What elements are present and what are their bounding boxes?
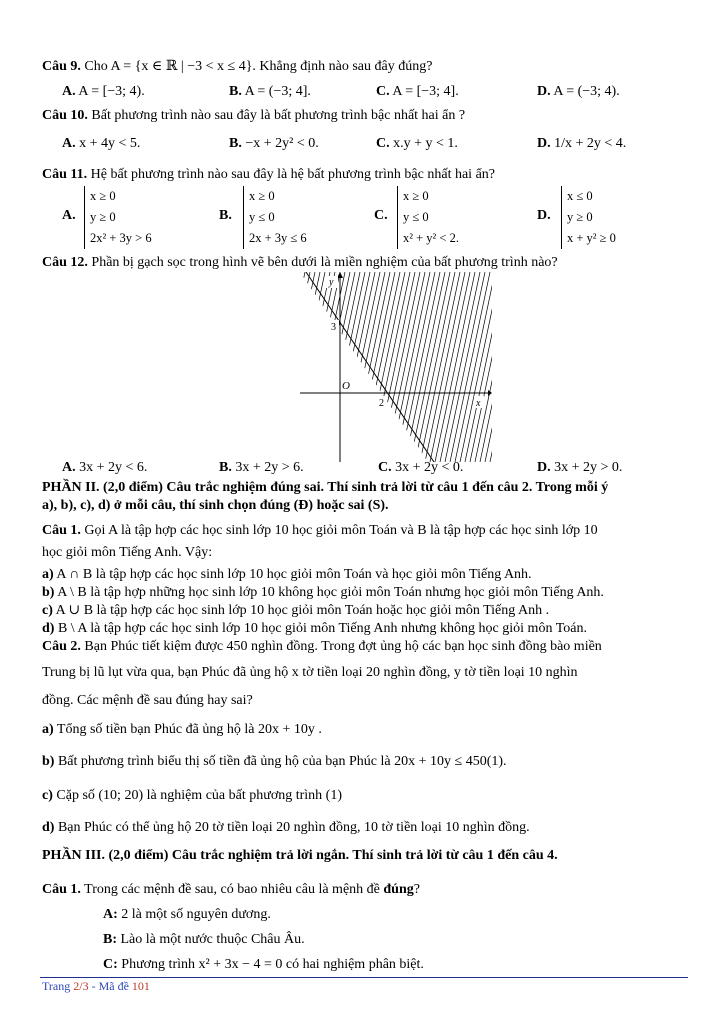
p3-c1-item-c: C: Phương trình x² + 3x − 4 = 0 có hai nghiệm phân biệt. bbox=[103, 957, 424, 972]
q9-stem bbox=[42, 58, 432, 76]
part3-heading: PHẦN III. (2,0 điểm) Câu trắc nghiệm trả lời ngắn. Thí sinh trả lời từ câu 1 đến câu 4. bbox=[42, 848, 558, 863]
q12-option-c[interactable]: C. 3x + 2y < 0. bbox=[378, 460, 464, 475]
q9-text: Cho A = {x ∈ ℝ | −3 < x ≤ 4}. Khẳng định nào sau đây đúng? bbox=[84, 59, 433, 74]
hatch-stroke bbox=[300, 272, 310, 462]
p2-c1-label: Câu 1. bbox=[42, 523, 81, 538]
q11-option-d-key[interactable]: D. bbox=[537, 208, 551, 223]
q11-option-a-system[interactable]: x ≥ 0 y ≥ 0 2x² + 3y > 6 bbox=[84, 186, 152, 249]
y-axis-label: y bbox=[329, 277, 334, 288]
hatch-stroke bbox=[340, 272, 380, 462]
footer: Trang 2/3 - Mã đề 101 bbox=[42, 979, 150, 993]
q11-option-a-key[interactable]: A. bbox=[62, 208, 76, 223]
q9-option-c[interactable]: C. A = [−3; 4]. bbox=[376, 84, 459, 99]
hatch-stroke bbox=[425, 272, 465, 462]
q11-option-c-key[interactable]: C. bbox=[374, 208, 388, 223]
hatch-stroke bbox=[370, 272, 410, 462]
q10-text: Bất phương trình nào sau đây là bất phương trình bậc nhất hai ẩn ? bbox=[91, 108, 466, 123]
hatch-stroke bbox=[300, 272, 325, 462]
hatch-stroke bbox=[415, 272, 455, 462]
x-tick-label: 2 bbox=[379, 398, 384, 409]
p2-c2-item-b[interactable]: b) Bất phương trình biểu thị số tiền đã ủng hộ của bạn Phúc là 20x + 10y ≤ 450(1). bbox=[42, 754, 507, 769]
hatch-stroke bbox=[385, 272, 425, 462]
p2-c2-item-c[interactable]: c) Cặp số (10; 20) là nghiệm của bất phương trình (1) bbox=[42, 788, 342, 803]
p3-c1-item-b: B: Lào là một nước thuộc Châu Âu. bbox=[103, 932, 305, 947]
p2-c1-item-c[interactable]: c) A ∪ B là tập hợp các học sinh lớp 10 học giỏi môn Toán hoặc học giỏi môn Tiếng Anh . bbox=[42, 603, 550, 618]
p2-c1-stem-line1: Câu 1. Gọi A là tập hợp các học sinh lớp 10 học giỏi môn Toán và B là tập hợp các học sinh lớp 10 bbox=[42, 523, 598, 538]
q9-option-d[interactable]: D. A = (−3; 4). bbox=[537, 84, 620, 99]
part2-heading-line2: a), b), c), d) ở mỗi câu, thí sinh chọn đúng (Đ) hoặc sai (S). bbox=[42, 498, 389, 513]
hatch-stroke bbox=[310, 272, 350, 462]
q10-option-c[interactable]: C. x.y + y < 1. bbox=[376, 136, 458, 151]
hatch-stroke bbox=[440, 272, 480, 462]
hatch-stroke bbox=[300, 272, 305, 462]
hatch-stroke bbox=[300, 272, 335, 462]
q9-option-a[interactable]: A. A = [−3; 4). bbox=[62, 84, 145, 99]
hatch-stroke bbox=[475, 272, 492, 462]
q11-stem bbox=[42, 166, 495, 184]
hatch-stroke bbox=[400, 272, 440, 462]
q10-option-d[interactable]: D. 1/x + 2y < 4. bbox=[537, 136, 627, 151]
q12-option-d[interactable]: D. 3x + 2y > 0. bbox=[537, 460, 623, 475]
hatch-stroke bbox=[300, 272, 320, 462]
hatch-stroke bbox=[375, 272, 415, 462]
q10-stem bbox=[42, 107, 465, 125]
q11-option-c-system[interactable]: x ≥ 0 y ≤ 0 x² + y² < 2. bbox=[397, 186, 459, 249]
origin-label: O bbox=[342, 380, 350, 392]
hatch-stroke bbox=[450, 272, 490, 462]
q10-option-a[interactable]: A. x + 4y < 5. bbox=[62, 136, 141, 151]
exam-code: 101 bbox=[131, 979, 150, 993]
hatch-stroke bbox=[420, 272, 460, 462]
hatch-stroke bbox=[345, 272, 385, 462]
part2-heading-line1: PHẦN II. (2,0 điểm) Câu trắc nghiệm đúng sai. Thí sinh trả lời từ câu 1 đến câu 2. Trong mỗi ý bbox=[42, 480, 609, 495]
footer-divider bbox=[40, 977, 688, 978]
hatch-stroke bbox=[445, 272, 485, 462]
p3-c1-item-a: A: 2 là một số nguyên dương. bbox=[103, 907, 271, 922]
q12-graph bbox=[300, 272, 492, 462]
q12-option-b[interactable]: B. 3x + 2y > 6. bbox=[219, 460, 304, 475]
q12-text: Phần bị gạch sọc trong hình vẽ bên dưới là miền nghiệm của bất phương trình nào? bbox=[91, 255, 558, 270]
hatch-stroke bbox=[410, 272, 450, 462]
p2-c2-stem-line2: Trung bị lũ lụt vừa qua, bạn Phúc đã ủng hộ x tờ tiền loại 20 nghìn đồng, y tờ tiền loại 10 nghìn bbox=[42, 665, 578, 680]
hatch-stroke bbox=[335, 272, 375, 462]
q10-label: Câu 10. bbox=[42, 108, 88, 123]
p2-c1-item-d[interactable]: d) B \ A là tập hợp các học sinh lớp 10 học giỏi môn Tiếng Anh nhưng không học giỏi môn Toán. bbox=[42, 621, 587, 636]
p2-c2-stem-line1: Câu 2. Bạn Phúc tiết kiệm được 450 nghìn đồng. Trong đợt ủng hộ các bạn học sinh đồng bào miền bbox=[42, 639, 602, 654]
hatch-stroke bbox=[365, 272, 405, 462]
hatch-stroke bbox=[435, 272, 475, 462]
hatch-stroke bbox=[300, 272, 315, 462]
hatch-stroke bbox=[360, 272, 400, 462]
hatch-stroke bbox=[390, 272, 430, 462]
p2-c1-item-a[interactable]: a) A ∩ B là tập hợp các học sinh lớp 10 học giỏi môn Toán và học giỏi môn Tiếng Anh. bbox=[42, 567, 532, 582]
page-number: 2/3 bbox=[73, 979, 89, 993]
hatch-stroke bbox=[455, 272, 492, 462]
x-axis-label: x bbox=[476, 398, 481, 409]
q11-label: Câu 11. bbox=[42, 167, 88, 182]
q12-label: Câu 12. bbox=[42, 255, 88, 270]
q12-option-a[interactable]: A. 3x + 2y < 6. bbox=[62, 460, 148, 475]
p3-c1-stem: Câu 1. Trong các mệnh đề sau, có bao nhiêu câu là mệnh đề đúng? bbox=[42, 882, 420, 897]
q10-option-b[interactable]: B. −x + 2y² < 0. bbox=[229, 136, 319, 151]
hatch-stroke bbox=[355, 272, 395, 462]
hatch-stroke bbox=[405, 272, 445, 462]
q9-option-b[interactable]: B. A = (−3; 4]. bbox=[229, 84, 311, 99]
hatched-region bbox=[300, 272, 492, 462]
q11-option-b-key[interactable]: B. bbox=[219, 208, 232, 223]
hatch-stroke bbox=[325, 272, 365, 462]
q11-text: Hệ bất phương trình nào sau đây là hệ bất phương trình bậc nhất hai ẩn? bbox=[90, 167, 495, 182]
p2-c2-label: Câu 2. bbox=[42, 639, 81, 654]
y-tick-label: 3 bbox=[331, 322, 336, 333]
hatch-stroke bbox=[380, 272, 420, 462]
q11-option-b-system[interactable]: x ≥ 0 y ≤ 0 2x + 3y ≤ 6 bbox=[243, 186, 307, 249]
p2-c2-item-d[interactable]: d) Bạn Phúc có thể ủng hộ 20 tờ tiền loại 20 nghìn đồng, 10 tờ tiền loại 10 nghìn đồng. bbox=[42, 820, 530, 835]
p2-c1-item-b[interactable]: b) A \ B là tập hợp những học sinh lớp 10 không học giỏi môn Toán nhưng học giỏi môn Tiếng Anh. bbox=[42, 585, 604, 600]
q12-stem bbox=[42, 254, 558, 272]
hatch-stroke bbox=[330, 272, 370, 462]
p2-c1-stem-line2: học giỏi môn Tiếng Anh. Vậy: bbox=[42, 545, 213, 560]
q11-option-d-system[interactable]: x ≤ 0 y ≥ 0 x + y² ≥ 0 bbox=[561, 186, 616, 249]
hatch-stroke bbox=[300, 272, 340, 462]
hatch-stroke bbox=[315, 272, 355, 462]
p2-c2-stem-line3: đồng. Các mệnh đề sau đúng hay sai? bbox=[42, 693, 253, 708]
hatch-stroke bbox=[430, 272, 470, 462]
p3-c1-label: Câu 1. bbox=[42, 882, 81, 897]
q9-label: Câu 9. bbox=[42, 59, 81, 74]
p2-c2-item-a[interactable]: a) Tổng số tiền bạn Phúc đã ủng hộ là 20x + 10y . bbox=[42, 722, 322, 737]
